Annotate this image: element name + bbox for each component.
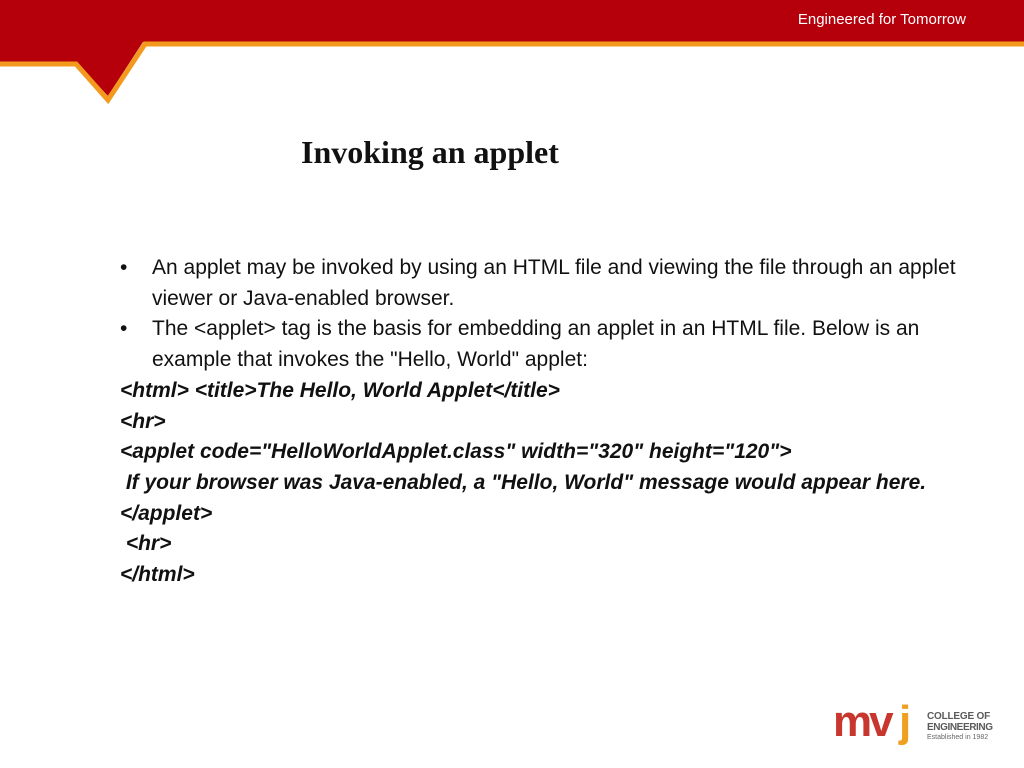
bullet-item xyxy=(120,314,1000,375)
bullet-item xyxy=(120,253,1000,314)
code-line: <applet code="HelloWorldApplet.class" width="320" height="120"> xyxy=(120,440,792,464)
bullet-text: The <applet> tag is the basis for embedding an applet in an HTML file. Below is an example that invokes the "Hello, World" applet: xyxy=(152,317,920,372)
bullet-list xyxy=(120,253,1000,376)
bullet-text: An applet may be invoked by using an HTML file and viewing the file through an applet viewer or Java-enabled browser. xyxy=(152,256,956,310)
code-line: </applet> xyxy=(120,501,213,525)
header-orange-accent xyxy=(0,44,1024,100)
bullet-icon: • xyxy=(120,317,128,341)
code-line: <hr> xyxy=(120,532,172,556)
logo-text-line2: ENGINEERING xyxy=(927,722,993,733)
slide-title: Invoking an applet xyxy=(301,134,559,170)
svg-text:mv: mv xyxy=(833,698,891,746)
code-line: If your browser was Java-enabled, a "Hello, World" message would appear here. xyxy=(120,470,927,494)
college-logo xyxy=(833,698,995,750)
svg-text:j: j xyxy=(899,698,912,746)
bullet-icon: • xyxy=(120,256,128,279)
code-line: </html> xyxy=(120,563,195,587)
mvj-logo-mark xyxy=(833,698,927,750)
logo-text-line3: Established in 1982 xyxy=(927,734,989,741)
code-line: <html> <title>The Hello, World Applet</title> xyxy=(120,378,560,402)
code-example xyxy=(120,376,1000,591)
logo-text-line1: COLLEGE OF xyxy=(927,711,991,722)
header-tagline: Engineered for Tomorrow xyxy=(797,11,966,28)
code-line: <hr> xyxy=(120,409,166,433)
slide-body xyxy=(120,253,1000,591)
